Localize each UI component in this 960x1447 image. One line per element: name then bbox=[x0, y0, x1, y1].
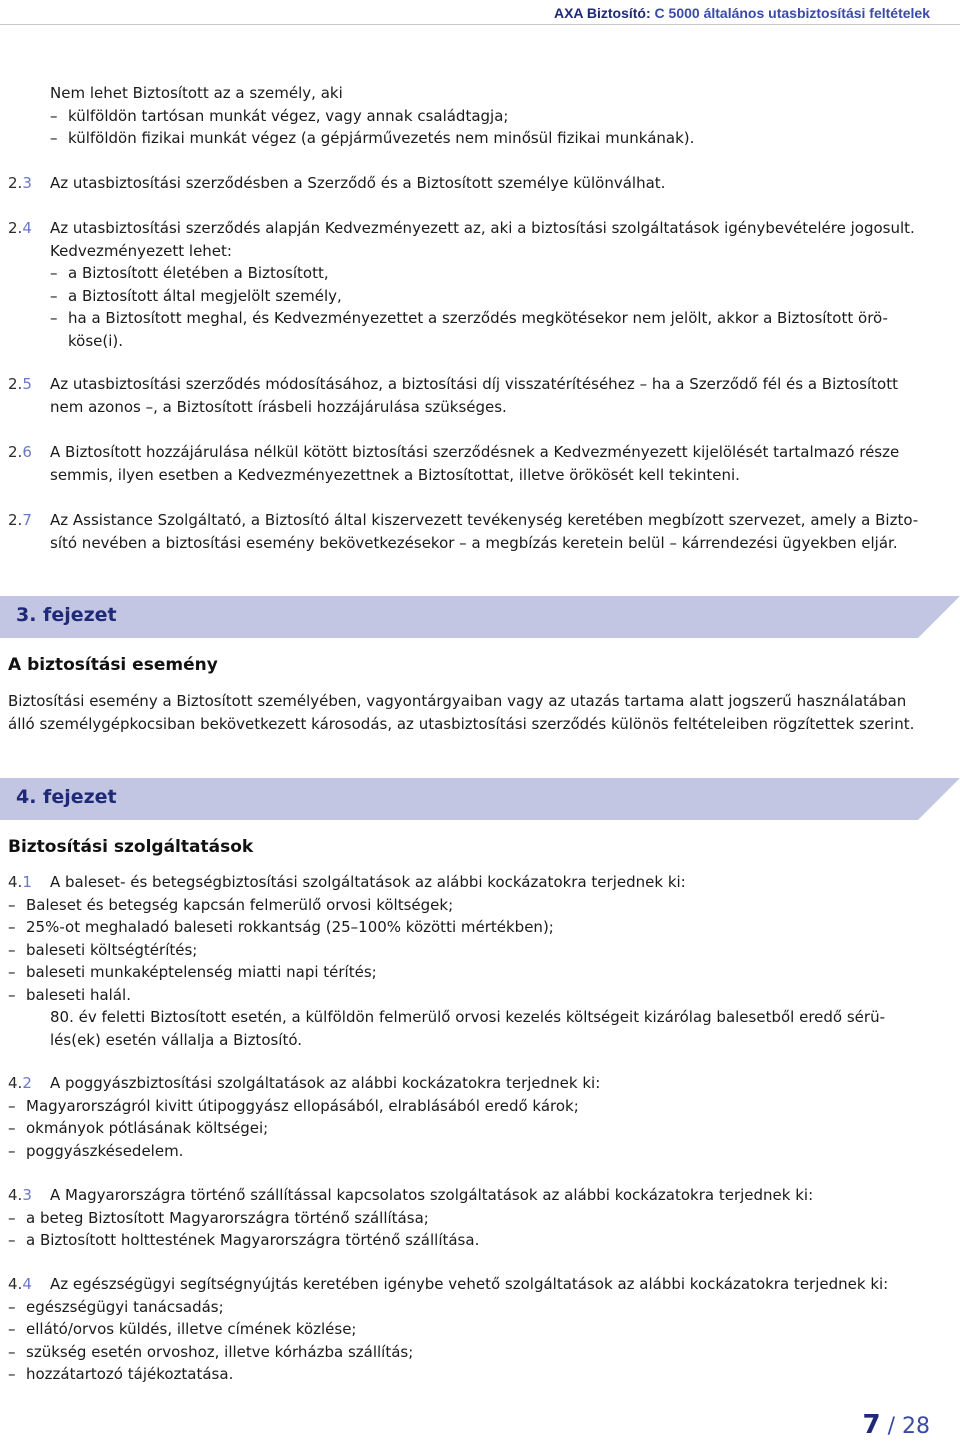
paragraph-line: Biztosítási esemény a Biztosított személyében, vagyontárgyaiban vagy az utazás tartama alatt jogszerű használatában bbox=[8, 692, 907, 710]
section-2-4 bbox=[0, 217, 960, 352]
section-2-6 bbox=[0, 441, 960, 486]
section-4-4 bbox=[0, 1273, 960, 1386]
header-divider bbox=[0, 24, 960, 25]
list-item: – Magyarországról kivitt útipoggyász ellopásából, elrablásából eredő károk; bbox=[8, 1096, 579, 1115]
section-lead: Kedvezményezett lehet: bbox=[50, 241, 232, 260]
list-item: – ha a Biztosított meghal, és Kedvezményezettet a szerződés megkötésekor nem jelölt, akkor a Biztosított örö- bbox=[50, 309, 888, 327]
list-item: – okmányok pótlásának költségei; bbox=[8, 1119, 269, 1137]
section-number: 2.4 bbox=[8, 219, 32, 237]
page-number bbox=[862, 1410, 930, 1440]
list-item: – a Biztosított által megjelölt személy, bbox=[50, 286, 342, 305]
chapter-label: 3. fejezet bbox=[16, 604, 117, 626]
section-2-5 bbox=[0, 373, 960, 418]
list-item: – baleseti halál. bbox=[8, 985, 131, 1004]
list-item: – külföldön fizikai munkát végez (a gépjárművezetés nem minősül fizikai munkának). bbox=[50, 129, 695, 147]
section-text-line: A Biztosított hozzájárulása nélkül kötött biztosítási szerződésnek a Kedvezményezett kijelölését tartalmazó része bbox=[50, 443, 900, 461]
list-item: – hozzátartozó tájékoztatása. bbox=[8, 1365, 234, 1383]
list-item: – ellátó/orvos küldés, illetve címének közlése; bbox=[8, 1320, 357, 1338]
total-pages: 28 bbox=[902, 1414, 930, 1439]
section-number: 2.3 bbox=[8, 174, 32, 192]
section-text: Az utasbiztosítási szerződés alapján Kedvezményezett az, aki a biztosítási szolgáltatások igénybevételére jogosult. bbox=[50, 219, 915, 237]
list-item: – a beteg Biztosított Magyarországra történő szállítása; bbox=[8, 1208, 429, 1227]
current-page: 7 bbox=[862, 1410, 881, 1440]
chapter-4-title: Biztosítási szolgáltatások bbox=[8, 837, 254, 857]
chapter-bar-shape bbox=[0, 778, 960, 820]
section-text: Az utasbiztosítási szerződésben a Szerződő és a Biztosított személye különválhat. bbox=[50, 174, 666, 192]
section-note-line: 80. év feletti Biztosított esetén, a külföldön felmerülő orvosi kezelés költségeit kizárólag balesetből eredő sérü- bbox=[50, 1008, 885, 1026]
paragraph-line: álló személygépkocsiban bekövetkezett károsodás, az utasbiztosítási szerződés különös feltételeiben rögzítettek szerint. bbox=[8, 714, 915, 733]
chapter-3-bar bbox=[0, 596, 960, 638]
section-number: 4.3 bbox=[8, 1186, 32, 1204]
header-brand: AXA Biztosító: bbox=[553, 5, 651, 21]
section-number: 2.7 bbox=[8, 511, 32, 529]
list-item-continuation: köse(i). bbox=[68, 331, 124, 350]
page-separator: / bbox=[887, 1414, 895, 1439]
section-text-line: Az Assistance Szolgáltató, a Biztosító által kiszervezett tevékenység keretében megbízott szervezet, amely a Bizto- bbox=[50, 511, 919, 529]
list-item: – a Biztosított életében a Biztosított, bbox=[50, 264, 329, 282]
section-number: 2.5 bbox=[8, 375, 32, 393]
section-2-7 bbox=[0, 509, 960, 554]
chapter-bar-shape bbox=[0, 596, 960, 638]
list-item: – 25%-ot meghaladó baleseti rokkantság (25–100% közötti mértékben); bbox=[8, 918, 554, 936]
section-text: Az egészségügyi segítségnyújtás keretében igénybe vehető szolgáltatások az alábbi kockázatokra terjednek ki: bbox=[50, 1275, 889, 1293]
header-title: C 5000 általános utasbiztosítási feltételek bbox=[654, 5, 930, 21]
section-number: 4.4 bbox=[8, 1275, 32, 1293]
chapter-4-bar bbox=[0, 778, 960, 820]
list-item: – Baleset és betegség kapcsán felmerülő orvosi költségek; bbox=[8, 895, 454, 914]
chapter-3-text bbox=[0, 690, 960, 735]
section-number: 2.6 bbox=[8, 443, 32, 461]
section-text-line: nem azonos –, a Biztosított írásbeli hozzájárulása szükséges. bbox=[50, 397, 507, 416]
section-note-line: lés(ek) esetén vállalja a Biztosító. bbox=[50, 1030, 303, 1049]
list-item: – poggyászkésedelem. bbox=[8, 1141, 184, 1160]
intro-line: Nem lehet Biztosított az a személy, aki bbox=[50, 84, 343, 102]
section-number: 4.1 bbox=[8, 873, 32, 891]
section-4-1 bbox=[0, 871, 960, 1051]
section-text-line: sító nevében a biztosítási esemény bekövetkezésekor – a megbízás keretein belül – kárrendezési ügyekben eljár. bbox=[50, 533, 898, 552]
section-4-2 bbox=[0, 1072, 960, 1162]
intro-block bbox=[0, 82, 960, 150]
section-number: 4.2 bbox=[8, 1074, 32, 1092]
section-text-line: Az utasbiztosítási szerződés módosításához, a biztosítási díj visszatérítéséhez – ha a Szerződő fél és a Biztosított bbox=[50, 375, 898, 393]
list-item: – a Biztosított holttestének Magyarországra történő szállítása. bbox=[8, 1231, 480, 1249]
list-item: – baleseti költségtérítés; bbox=[8, 940, 198, 959]
list-item: – szükség esetén orvoshoz, illetve kórházba szállítás; bbox=[8, 1342, 414, 1361]
chapter-label: 4. fejezet bbox=[16, 786, 117, 808]
section-text: A baleset- és betegségbiztosítási szolgáltatások az alábbi kockázatokra terjednek ki: bbox=[50, 873, 686, 891]
section-2-3 bbox=[0, 172, 960, 195]
list-item: – baleseti munkaképtelenség miatti napi térítés; bbox=[8, 963, 377, 981]
section-4-3 bbox=[0, 1184, 960, 1252]
chapter-3-title: A biztosítási esemény bbox=[8, 655, 218, 675]
list-item: – egészségügyi tanácsadás; bbox=[8, 1297, 224, 1316]
section-text-line: semmis, ilyen esetben a Kedvezményezettnek a Biztosítottat, illetve örökösét kell tekinteni. bbox=[50, 465, 740, 484]
section-text: A Magyarországra történő szállítással kapcsolatos szolgáltatások az alábbi kockázatokra terjednek ki: bbox=[50, 1186, 814, 1204]
page-header bbox=[0, 0, 960, 22]
section-text: A poggyászbiztosítási szolgáltatások az alábbi kockázatokra terjednek ki: bbox=[50, 1074, 601, 1092]
list-item: – külföldön tartósan munkát végez, vagy annak családtagja; bbox=[50, 106, 509, 125]
